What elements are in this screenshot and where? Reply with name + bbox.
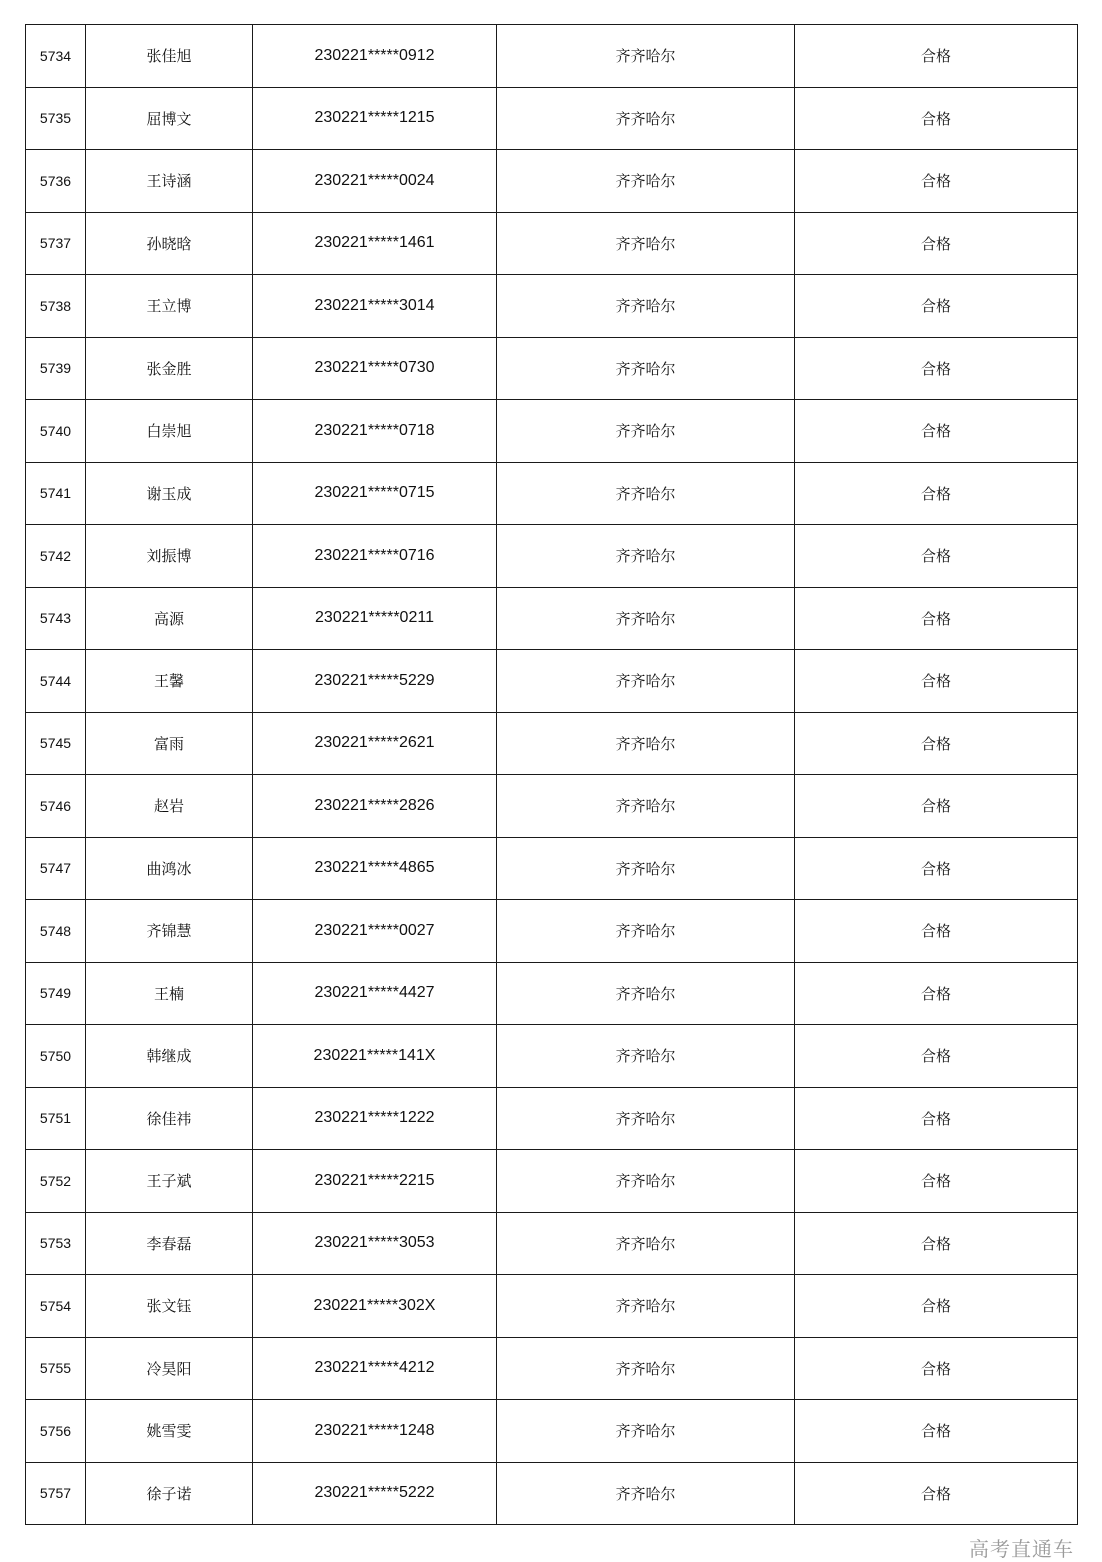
city-cell: 齐齐哈尔 xyxy=(497,212,795,275)
row-number-cell: 5740 xyxy=(26,400,86,463)
result-cell: 合格 xyxy=(795,87,1078,150)
result-cell: 合格 xyxy=(795,587,1078,650)
id-number-cell: 230221*****0024 xyxy=(253,150,497,213)
name-cell: 王子斌 xyxy=(86,1150,253,1213)
result-cell: 合格 xyxy=(795,1025,1078,1088)
row-number-cell: 5746 xyxy=(26,775,86,838)
id-number-cell: 230221*****0912 xyxy=(253,25,497,88)
name-cell: 王楠 xyxy=(86,962,253,1025)
row-number-cell: 5742 xyxy=(26,525,86,588)
result-cell: 合格 xyxy=(795,212,1078,275)
city-cell: 齐齐哈尔 xyxy=(497,1212,795,1275)
id-number-cell: 230221*****2826 xyxy=(253,775,497,838)
table-row xyxy=(26,1462,1078,1525)
city-cell: 齐齐哈尔 xyxy=(497,525,795,588)
city-cell: 齐齐哈尔 xyxy=(497,87,795,150)
name-cell: 曲鸿冰 xyxy=(86,837,253,900)
result-cell: 合格 xyxy=(795,837,1078,900)
result-cell: 合格 xyxy=(795,775,1078,838)
name-cell: 赵岩 xyxy=(86,775,253,838)
row-number-cell: 5756 xyxy=(26,1400,86,1463)
city-cell: 齐齐哈尔 xyxy=(497,1337,795,1400)
city-cell: 齐齐哈尔 xyxy=(497,1025,795,1088)
id-number-cell: 230221*****2215 xyxy=(253,1150,497,1213)
id-number-cell: 230221*****1461 xyxy=(253,212,497,275)
id-number-cell: 230221*****0730 xyxy=(253,337,497,400)
row-number-cell: 5745 xyxy=(26,712,86,775)
id-number-cell: 230221*****4212 xyxy=(253,1337,497,1400)
table-row xyxy=(26,1400,1078,1463)
city-cell: 齐齐哈尔 xyxy=(497,1087,795,1150)
result-cell: 合格 xyxy=(795,712,1078,775)
city-cell: 齐齐哈尔 xyxy=(497,25,795,88)
result-cell: 合格 xyxy=(795,1275,1078,1338)
name-cell: 张金胜 xyxy=(86,337,253,400)
id-number-cell: 230221*****1215 xyxy=(253,87,497,150)
id-number-cell: 230221*****3014 xyxy=(253,275,497,338)
city-cell: 齐齐哈尔 xyxy=(497,712,795,775)
id-number-cell: 230221*****0715 xyxy=(253,462,497,525)
row-number-cell: 5734 xyxy=(26,25,86,88)
id-number-cell: 230221*****0716 xyxy=(253,525,497,588)
id-number-cell: 230221*****5229 xyxy=(253,650,497,713)
name-cell: 齐锦慧 xyxy=(86,900,253,963)
table-row xyxy=(26,1087,1078,1150)
result-cell: 合格 xyxy=(795,400,1078,463)
table-row xyxy=(26,400,1078,463)
id-number-cell: 230221*****4865 xyxy=(253,837,497,900)
city-cell: 齐齐哈尔 xyxy=(497,1275,795,1338)
id-number-cell: 230221*****2621 xyxy=(253,712,497,775)
row-number-cell: 5737 xyxy=(26,212,86,275)
name-cell: 徐子诺 xyxy=(86,1462,253,1525)
city-cell: 齐齐哈尔 xyxy=(497,587,795,650)
table-row xyxy=(26,775,1078,838)
results-table xyxy=(25,24,1078,1525)
table-row xyxy=(26,837,1078,900)
row-number-cell: 5735 xyxy=(26,87,86,150)
name-cell: 王立博 xyxy=(86,275,253,338)
table-row xyxy=(26,462,1078,525)
table-row xyxy=(26,212,1078,275)
city-cell: 齐齐哈尔 xyxy=(497,1462,795,1525)
row-number-cell: 5738 xyxy=(26,275,86,338)
row-number-cell: 5753 xyxy=(26,1212,86,1275)
name-cell: 张佳旭 xyxy=(86,25,253,88)
results-table-body xyxy=(26,25,1078,1525)
result-cell: 合格 xyxy=(795,962,1078,1025)
result-cell: 合格 xyxy=(795,1212,1078,1275)
result-cell: 合格 xyxy=(795,1337,1078,1400)
name-cell: 高源 xyxy=(86,587,253,650)
city-cell: 齐齐哈尔 xyxy=(497,400,795,463)
table-row xyxy=(26,1275,1078,1338)
name-cell: 富雨 xyxy=(86,712,253,775)
watermark-text: 高考直通车 xyxy=(969,1537,1074,1561)
result-cell: 合格 xyxy=(795,525,1078,588)
row-number-cell: 5749 xyxy=(26,962,86,1025)
result-cell: 合格 xyxy=(795,462,1078,525)
row-number-cell: 5757 xyxy=(26,1462,86,1525)
result-cell: 合格 xyxy=(795,150,1078,213)
name-cell: 冷昊阳 xyxy=(86,1337,253,1400)
row-number-cell: 5750 xyxy=(26,1025,86,1088)
result-cell: 合格 xyxy=(795,1400,1078,1463)
city-cell: 齐齐哈尔 xyxy=(497,462,795,525)
name-cell: 韩继成 xyxy=(86,1025,253,1088)
row-number-cell: 5741 xyxy=(26,462,86,525)
name-cell: 李春磊 xyxy=(86,1212,253,1275)
city-cell: 齐齐哈尔 xyxy=(497,275,795,338)
id-number-cell: 230221*****1248 xyxy=(253,1400,497,1463)
name-cell: 白崇旭 xyxy=(86,400,253,463)
result-cell: 合格 xyxy=(795,275,1078,338)
name-cell: 孙晓晗 xyxy=(86,212,253,275)
row-number-cell: 5755 xyxy=(26,1337,86,1400)
row-number-cell: 5736 xyxy=(26,150,86,213)
result-cell: 合格 xyxy=(795,25,1078,88)
id-number-cell: 230221*****0211 xyxy=(253,587,497,650)
result-cell: 合格 xyxy=(795,900,1078,963)
row-number-cell: 5743 xyxy=(26,587,86,650)
result-cell: 合格 xyxy=(795,337,1078,400)
id-number-cell: 230221*****141X xyxy=(253,1025,497,1088)
table-row xyxy=(26,1337,1078,1400)
result-cell: 合格 xyxy=(795,1087,1078,1150)
row-number-cell: 5747 xyxy=(26,837,86,900)
result-cell: 合格 xyxy=(795,1462,1078,1525)
id-number-cell: 230221*****302X xyxy=(253,1275,497,1338)
id-number-cell: 230221*****1222 xyxy=(253,1087,497,1150)
row-number-cell: 5748 xyxy=(26,900,86,963)
name-cell: 屈博文 xyxy=(86,87,253,150)
table-row xyxy=(26,275,1078,338)
name-cell: 张文钰 xyxy=(86,1275,253,1338)
id-number-cell: 230221*****3053 xyxy=(253,1212,497,1275)
name-cell: 王诗涵 xyxy=(86,150,253,213)
row-number-cell: 5739 xyxy=(26,337,86,400)
row-number-cell: 5744 xyxy=(26,650,86,713)
table-row xyxy=(26,525,1078,588)
city-cell: 齐齐哈尔 xyxy=(497,1400,795,1463)
name-cell: 刘振博 xyxy=(86,525,253,588)
table-row xyxy=(26,1212,1078,1275)
name-cell: 王馨 xyxy=(86,650,253,713)
result-cell: 合格 xyxy=(795,1150,1078,1213)
table-row xyxy=(26,87,1078,150)
table-row xyxy=(26,25,1078,88)
name-cell: 谢玉成 xyxy=(86,462,253,525)
table-row xyxy=(26,337,1078,400)
name-cell: 徐佳祎 xyxy=(86,1087,253,1150)
row-number-cell: 5752 xyxy=(26,1150,86,1213)
city-cell: 齐齐哈尔 xyxy=(497,775,795,838)
city-cell: 齐齐哈尔 xyxy=(497,900,795,963)
city-cell: 齐齐哈尔 xyxy=(497,337,795,400)
table-row xyxy=(26,587,1078,650)
id-number-cell: 230221*****5222 xyxy=(253,1462,497,1525)
table-row xyxy=(26,650,1078,713)
id-number-cell: 230221*****0718 xyxy=(253,400,497,463)
table-row xyxy=(26,712,1078,775)
table-row xyxy=(26,1150,1078,1213)
table-row xyxy=(26,150,1078,213)
row-number-cell: 5751 xyxy=(26,1087,86,1150)
city-cell: 齐齐哈尔 xyxy=(497,837,795,900)
id-number-cell: 230221*****4427 xyxy=(253,962,497,1025)
table-row xyxy=(26,900,1078,963)
city-cell: 齐齐哈尔 xyxy=(497,650,795,713)
name-cell: 姚雪雯 xyxy=(86,1400,253,1463)
table-row xyxy=(26,1025,1078,1088)
city-cell: 齐齐哈尔 xyxy=(497,150,795,213)
city-cell: 齐齐哈尔 xyxy=(497,1150,795,1213)
row-number-cell: 5754 xyxy=(26,1275,86,1338)
result-cell: 合格 xyxy=(795,650,1078,713)
city-cell: 齐齐哈尔 xyxy=(497,962,795,1025)
id-number-cell: 230221*****0027 xyxy=(253,900,497,963)
table-row xyxy=(26,962,1078,1025)
